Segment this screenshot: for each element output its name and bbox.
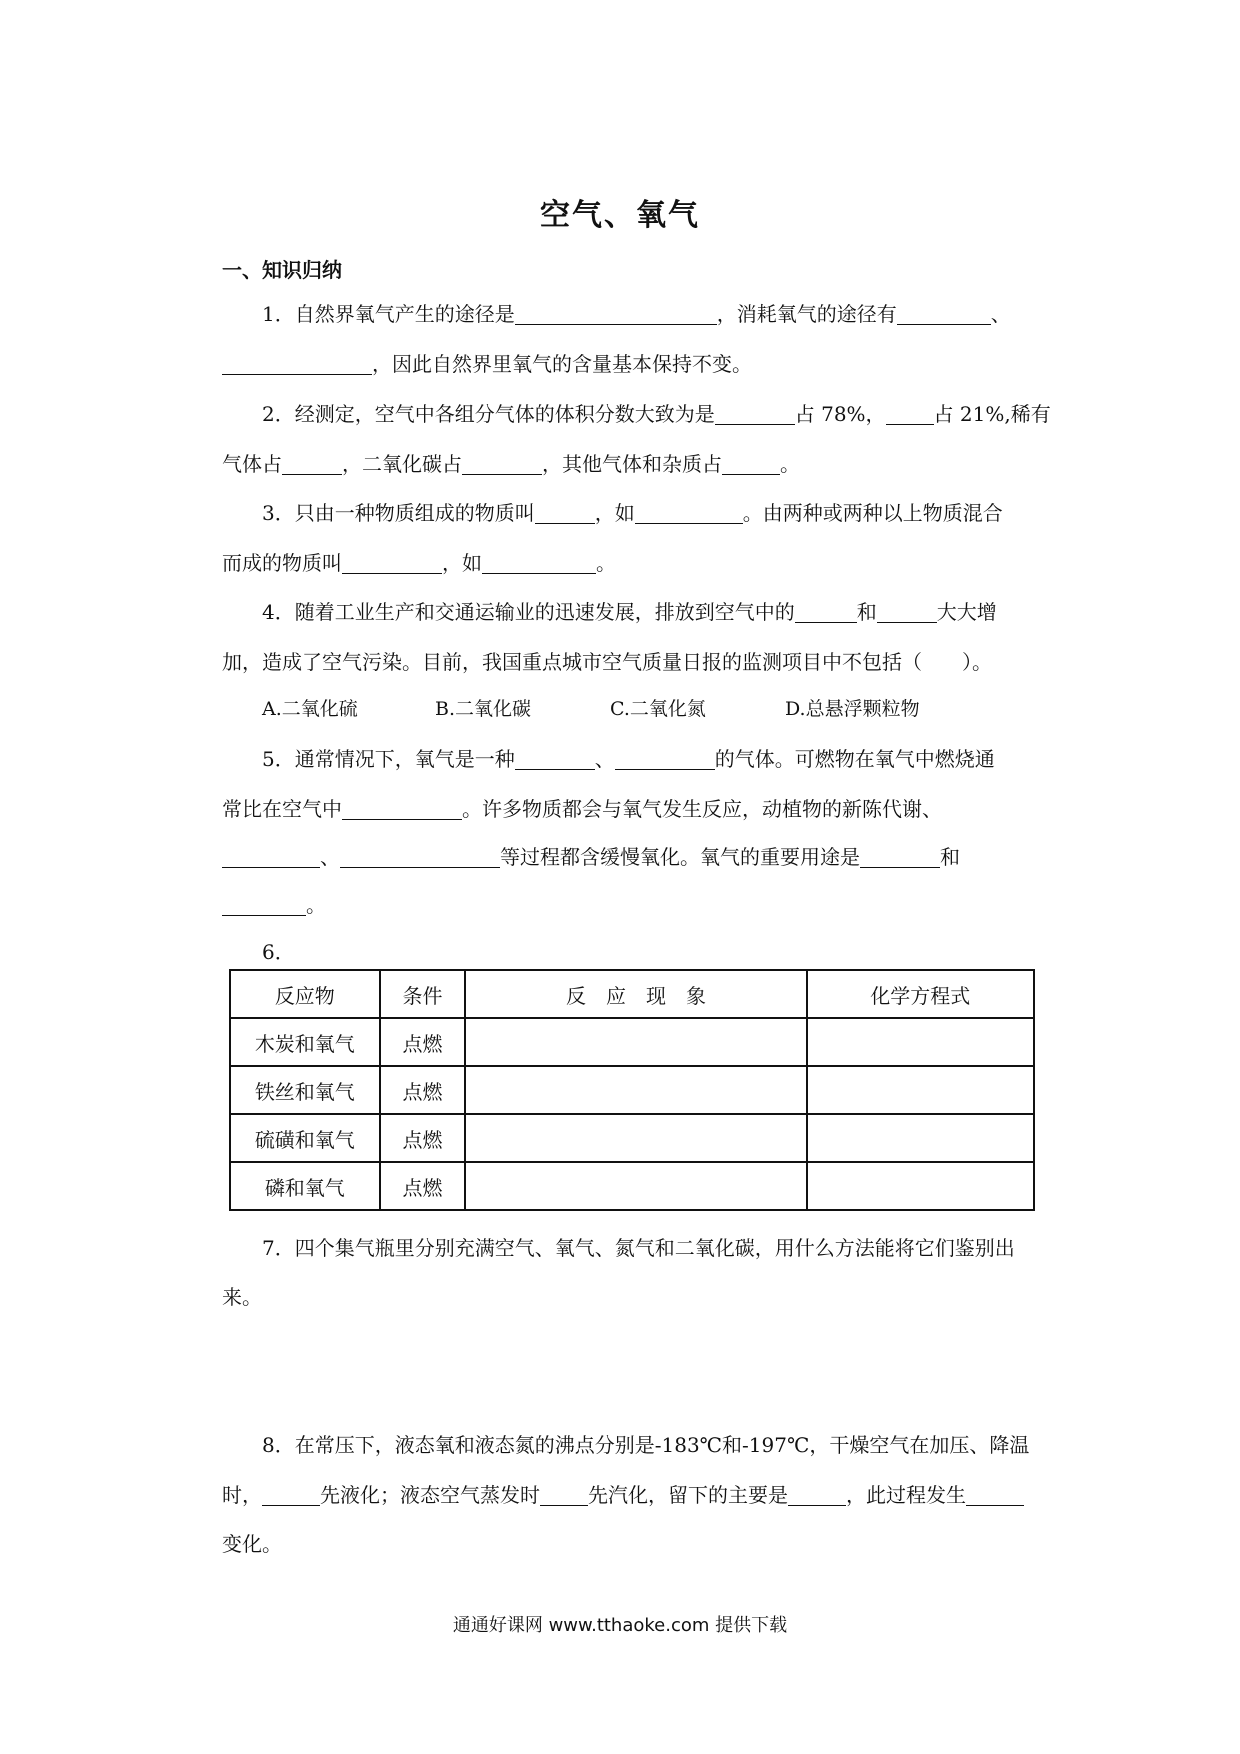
- question-1-line-1: [262, 300, 1011, 328]
- q8-text-c: 先液化；液态空气蒸发时: [320, 1483, 540, 1507]
- question-3-line-2: [222, 549, 616, 577]
- q5-blank-4[interactable]: [222, 847, 320, 868]
- cell-equation-input[interactable]: [807, 1066, 1034, 1114]
- cell-reactant: 磷和氧气: [230, 1162, 380, 1210]
- q5-blank-6[interactable]: [860, 847, 940, 868]
- footer-credit: 通通好课网 www.tthaoke.com 提供下载: [452, 1615, 788, 1636]
- table-header-row: [230, 970, 1034, 1018]
- section-heading: 一、知识归纳: [222, 258, 342, 282]
- header-reactant: 反应物: [230, 970, 380, 1018]
- q2-text-e: ，二氧化碳占: [342, 452, 462, 476]
- q5-blank-3[interactable]: [342, 799, 462, 820]
- question-4-line-2: [222, 648, 992, 676]
- q4-text-a: 随着工业生产和交通运输业的迅速发展，排放到空气中的: [294, 600, 795, 624]
- q4-option-a[interactable]: A.二氧化硫: [262, 698, 358, 720]
- q8-text-b: 时，: [222, 1483, 262, 1507]
- page-title: 空气、氧气: [540, 198, 700, 233]
- q2-number: 2．: [262, 402, 295, 426]
- q5-text-c: 的气体。可燃物在氧气中燃烧通: [714, 747, 995, 771]
- header-equation: 化学方程式: [807, 970, 1034, 1018]
- q2-text-a: 经测定，空气中各组分气体的体积分数大致为是: [294, 402, 715, 426]
- q1-text-d: ，因此自然界里氧气的含量基本保持不变。: [372, 352, 752, 376]
- q8-text-a: 在常压下，液态氧和液态氮的沸点分别是-183℃和-197℃，干燥空气在加压、降温: [294, 1433, 1030, 1457]
- q3-text-e: ，如: [442, 551, 482, 575]
- cell-equation-input[interactable]: [807, 1114, 1034, 1162]
- q5-blank-7[interactable]: [222, 895, 306, 916]
- question-8-line-2: [222, 1481, 1024, 1509]
- question-4-line-1: [262, 598, 997, 626]
- question-8-line-1: [262, 1431, 1029, 1459]
- q5-blank-1[interactable]: [515, 749, 595, 770]
- q7-text-b: 来。: [222, 1285, 262, 1309]
- cell-reactant: 木炭和氧气: [230, 1018, 380, 1066]
- question-3-line-1: [262, 499, 1003, 527]
- question-7-line-2: [222, 1283, 262, 1311]
- cell-phenomenon-input[interactable]: [465, 1018, 806, 1066]
- q8-blank-1[interactable]: [262, 1485, 320, 1506]
- q5-number: 5．: [262, 747, 295, 771]
- cell-reactant: 硫磺和氧气: [230, 1114, 380, 1162]
- q2-text-d: 气体占: [222, 452, 282, 476]
- q3-blank-1[interactable]: [535, 503, 595, 524]
- question-5-line-1: [262, 745, 995, 773]
- question-2-line-2: [222, 450, 800, 478]
- q8-blank-2[interactable]: [540, 1485, 588, 1506]
- q2-text-f: ，其他气体和杂质占: [542, 452, 722, 476]
- q3-blank-3[interactable]: [342, 553, 442, 574]
- q8-blank-4[interactable]: [966, 1485, 1024, 1506]
- q2-text-b: 占 78%，: [794, 402, 886, 426]
- q3-blank-2[interactable]: [635, 503, 743, 524]
- q2-blank-5[interactable]: [722, 454, 780, 475]
- q5-text-h: 和: [940, 845, 960, 869]
- table-row: [230, 1018, 1034, 1066]
- cell-equation-input[interactable]: [807, 1018, 1034, 1066]
- q7-number: 7．: [262, 1236, 295, 1260]
- cell-condition: 点燃: [380, 1018, 466, 1066]
- q2-blank-2[interactable]: [886, 404, 934, 425]
- question-5-line-4: [222, 891, 326, 919]
- question-6-number: 6．: [262, 940, 295, 964]
- q2-blank-4[interactable]: [462, 454, 542, 475]
- q2-text-c: 占 21%,稀有: [933, 402, 1051, 426]
- q2-text-g: 。: [780, 452, 800, 476]
- q3-blank-4[interactable]: [482, 553, 596, 574]
- question-7-line-1: [262, 1234, 1015, 1262]
- header-phenomenon: 反 应 现 象: [465, 970, 806, 1018]
- q3-number: 3．: [262, 501, 295, 525]
- table-row: [230, 1066, 1034, 1114]
- q5-text-a: 通常情况下，氧气是一种: [294, 747, 515, 771]
- question-5-line-3: [222, 843, 960, 871]
- cell-condition: 点燃: [380, 1066, 466, 1114]
- cell-equation-input[interactable]: [807, 1162, 1034, 1210]
- table-row: [230, 1162, 1034, 1210]
- reaction-table: [229, 969, 1035, 1211]
- q1-number: 1．: [262, 302, 295, 326]
- q4-option-c[interactable]: C.二氧化氮: [610, 698, 706, 720]
- q3-text-f: 。: [596, 551, 616, 575]
- q3-text-a: 只由一种物质组成的物质叫: [294, 501, 535, 525]
- q5-text-e: 。许多物质都会与氧气发生反应，动植物的新陈代谢、: [462, 797, 942, 821]
- q4-option-d[interactable]: D.总悬浮颗粒物: [785, 698, 920, 720]
- table-row: [230, 1114, 1034, 1162]
- q4-blank-1[interactable]: [795, 602, 857, 623]
- q8-text-e: ，此过程发生: [846, 1483, 966, 1507]
- q8-text-f: 变化。: [222, 1532, 282, 1556]
- q1-text-b: ，消耗氧气的途径有: [716, 302, 897, 326]
- q5-text-b: 、: [594, 747, 615, 771]
- q1-blank-3[interactable]: [222, 354, 372, 375]
- q3-text-b: ，如: [594, 501, 635, 525]
- q5-text-d: 常比在空气中: [222, 797, 342, 821]
- question-2-line-1: [262, 400, 1051, 428]
- cell-reactant: 铁丝和氧气: [230, 1066, 380, 1114]
- q1-text-c: 、: [990, 302, 1011, 326]
- q8-text-d: 先汽化，留下的主要是: [588, 1483, 788, 1507]
- question-1-line-2: [222, 350, 752, 378]
- cell-condition: 点燃: [380, 1162, 466, 1210]
- q4-text-c: 大大增: [936, 600, 997, 624]
- q3-text-d: 而成的物质叫: [222, 551, 342, 575]
- q4-number: 4．: [262, 600, 295, 624]
- cell-phenomenon-input[interactable]: [465, 1162, 806, 1210]
- q1-text-a: 自然界氧气产生的途径是: [294, 302, 515, 326]
- q2-blank-1[interactable]: [715, 404, 795, 425]
- q7-text-a: 四个集气瓶里分别充满空气、氧气、氮气和二氧化碳，用什么方法能将它们鉴别出: [294, 1236, 1015, 1260]
- question-8-line-3: [222, 1530, 282, 1558]
- q5-text-g: 等过程都含缓慢氧化。氧气的重要用途是: [500, 845, 860, 869]
- q2-blank-3[interactable]: [282, 454, 342, 475]
- q4-option-b[interactable]: B.二氧化碳: [435, 698, 532, 720]
- q8-blank-3[interactable]: [788, 1485, 846, 1506]
- q3-text-c: 。由两种或两种以上物质混合: [742, 501, 1003, 525]
- cell-condition: 点燃: [380, 1114, 466, 1162]
- q1-blank-2[interactable]: [897, 304, 991, 325]
- q4-text-d: 加，造成了空气污染。目前，我国重点城市空气质量日报的监测项目中不包括（ ）。: [222, 650, 992, 674]
- q5-text-i: 。: [306, 893, 326, 917]
- cell-phenomenon-input[interactable]: [465, 1066, 806, 1114]
- q5-text-f: 、: [320, 845, 340, 869]
- q5-blank-2[interactable]: [615, 749, 715, 770]
- cell-phenomenon-input[interactable]: [465, 1114, 806, 1162]
- q4-blank-2[interactable]: [877, 602, 937, 623]
- q5-blank-5[interactable]: [340, 847, 500, 868]
- question-5-line-2: [222, 795, 942, 823]
- q8-number: 8．: [262, 1433, 295, 1457]
- header-condition: 条件: [380, 970, 466, 1018]
- q4-text-b: 和: [856, 600, 877, 624]
- q1-blank-1[interactable]: [515, 304, 717, 325]
